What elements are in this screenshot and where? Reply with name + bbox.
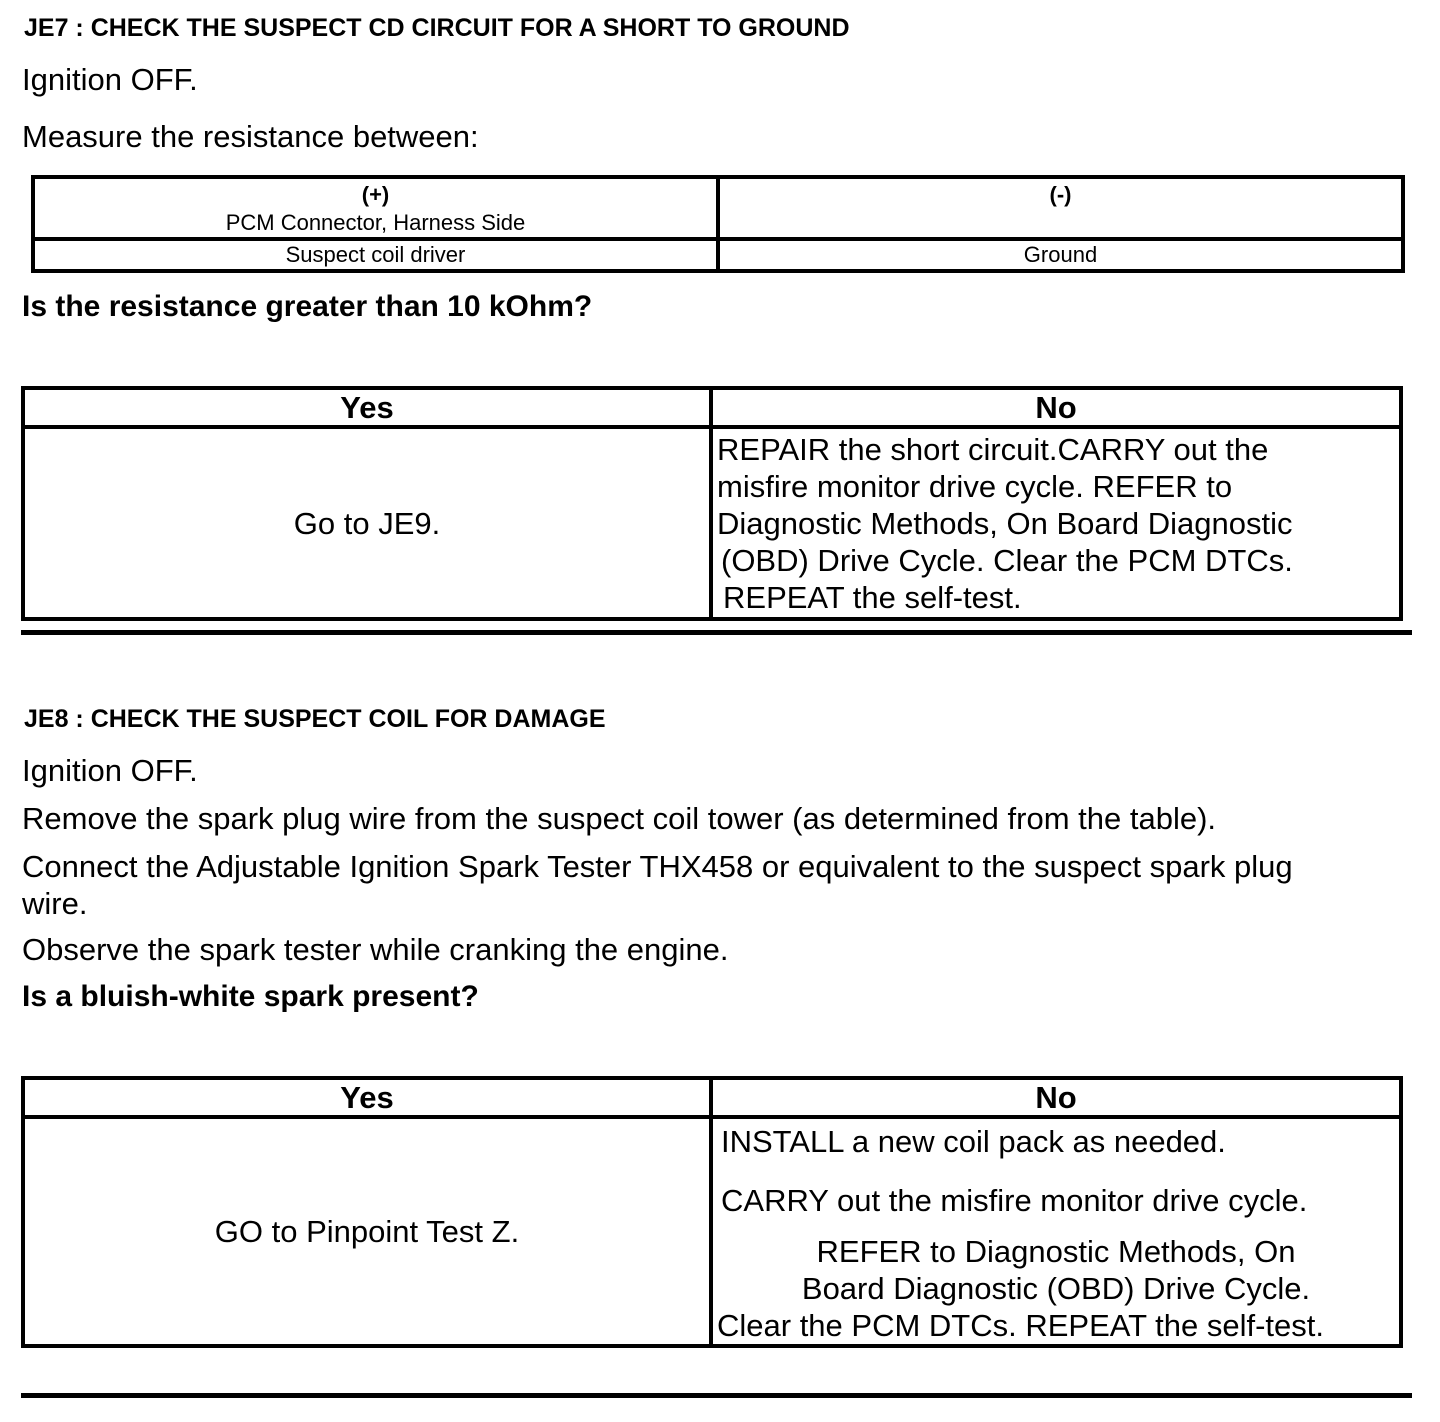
- meas-plus-value: Suspect coil driver: [33, 239, 718, 271]
- je8-no-line: Board Diagnostic (OBD) Drive Cycle.: [801, 1271, 1311, 1306]
- section-divider: [21, 1393, 1412, 1398]
- je7-no-line: misfire monitor drive cycle. REFER to: [717, 469, 1233, 504]
- je8-step-connect-line: Connect the Adjustable Ignition Spark Tester THX458 or equivalent to the suspect spark plug: [22, 849, 1293, 884]
- je8-no-line: Clear the PCM DTCs. REPEAT the self-test.: [717, 1308, 1324, 1343]
- je8-step-ignition-off: Ignition OFF.: [22, 753, 198, 788]
- je7-yes-action: Go to JE9.: [23, 427, 711, 619]
- je7-no-header: No: [711, 388, 1401, 427]
- je8-step-observe: Observe the spark tester while cranking the engine.: [22, 932, 729, 967]
- je8-step-remove-wire: Remove the spark plug wire from the suspect coil tower (as determined from the table).: [22, 801, 1217, 836]
- je8-step-connect-line: wire.: [22, 886, 88, 921]
- je8-question: Is a bluish-white spark present?: [22, 980, 479, 1013]
- je8-no-line: REFER to Diagnostic Methods, On: [816, 1234, 1296, 1269]
- meas-plus-subheader: PCM Connector, Harness Side: [225, 210, 526, 235]
- je7-step-ignition-off: Ignition OFF.: [22, 62, 198, 97]
- je7-no-line: (OBD) Drive Cycle. Clear the PCM DTCs.: [721, 543, 1293, 578]
- je7-measurement-table: [31, 175, 1405, 273]
- je8-yes-header: Yes: [23, 1078, 711, 1117]
- je7-step-measure: Measure the resistance between:: [22, 119, 479, 154]
- je7-question: Is the resistance greater than 10 kOhm?: [22, 290, 593, 323]
- je7-no-line: REPAIR the short circuit.CARRY out the: [717, 432, 1269, 467]
- meas-minus-header: (-): [1049, 182, 1072, 207]
- meas-plus-header-cell: [33, 177, 718, 239]
- je8-no-header: No: [711, 1078, 1401, 1117]
- meas-minus-value: Ground: [718, 239, 1403, 271]
- section-divider: [21, 630, 1412, 635]
- je8-title: JE8 : CHECK THE SUSPECT COIL FOR DAMAGE: [24, 705, 606, 733]
- je8-no-line: CARRY out the misfire monitor drive cycle.: [721, 1183, 1308, 1218]
- je8-yes-action: GO to Pinpoint Test Z.: [23, 1117, 711, 1346]
- je7-title: JE7 : CHECK THE SUSPECT CD CIRCUIT FOR A SHORT TO GROUND: [24, 14, 850, 42]
- je7-yes-header: Yes: [23, 388, 711, 427]
- je7-no-line: Diagnostic Methods, On Board Diagnostic: [717, 506, 1293, 541]
- je8-no-action: [711, 1117, 1401, 1346]
- je7-result-table: [21, 386, 1403, 621]
- je8-no-line: INSTALL a new coil pack as needed.: [721, 1124, 1226, 1159]
- je8-result-table: [21, 1076, 1403, 1348]
- meas-minus-header-cell: [718, 177, 1403, 239]
- je7-no-action: [711, 427, 1401, 619]
- je7-no-line: REPEAT the self-test.: [723, 580, 1022, 615]
- je8-step-connect-tester: [22, 848, 1293, 922]
- meas-plus-header: (+): [361, 182, 390, 207]
